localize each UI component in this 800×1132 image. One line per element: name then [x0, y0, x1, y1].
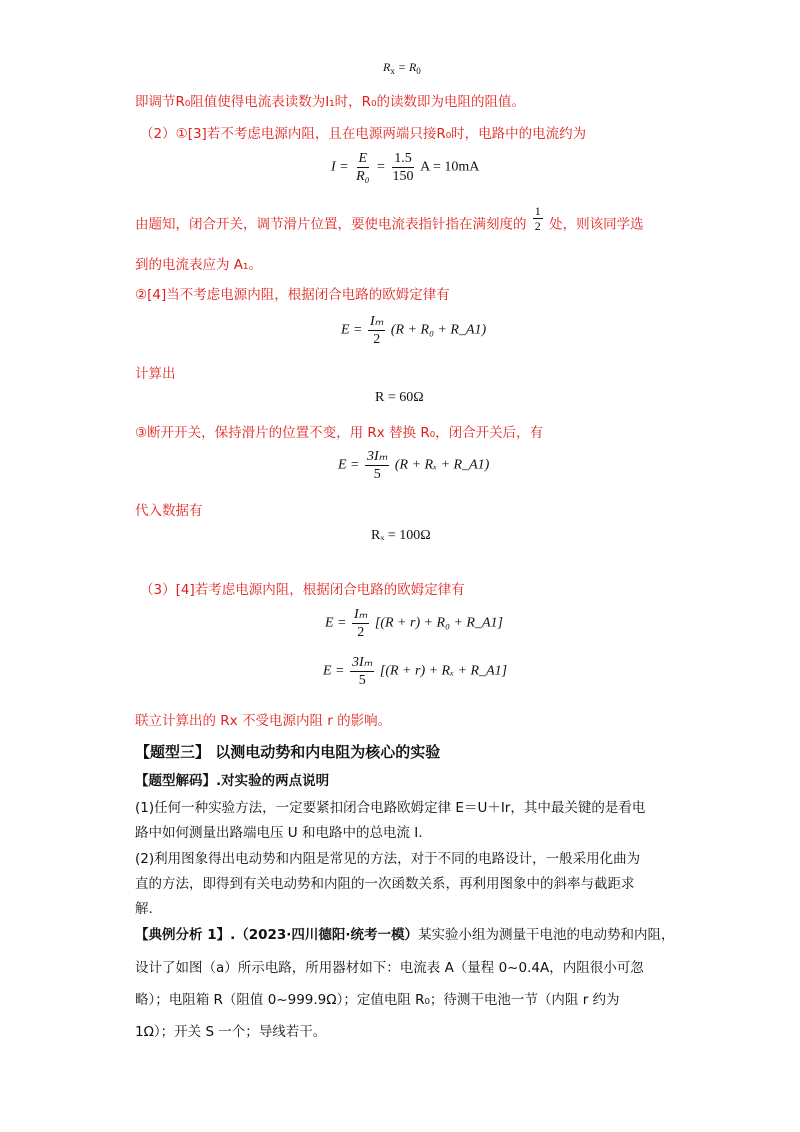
paragraph-9: （3）[4]若考虑电源内阻，根据闭合电路的欧姆定律有 [140, 582, 465, 598]
equation-e1: E = $\frac{\text{Iₘ}}{2}$ (R + R₀ + R_A1) [341, 314, 487, 347]
paragraph-10: 联立计算出的 Rx 不受电源内阻 r 的影响。 [135, 713, 392, 729]
fraction-3im-5: $\frac{\text{3Iₘ}}{5}$ [367, 449, 388, 482]
equation-rx-100: Rₓ = 100Ω [371, 528, 431, 543]
point-2-line-2: 直的方法，即得到有关电动势和内阻的一次函数关系，再利用图象中的斜率与截距求 [135, 876, 635, 892]
example-line-4: 1Ω）；开关 S 一个；导线若干。 [135, 1024, 327, 1040]
equation-r-60: R = 60Ω [375, 390, 424, 405]
equation-current: I = $\frac{E}{\text{R₀}}$ = $\frac{1.5}{150}$ A = 10mA [331, 151, 480, 184]
paragraph-4: 到的电流表应为 A₁。 [135, 257, 262, 273]
equation-e4: E = $\frac{\text{3Iₘ}}{5}$ [(R + r) + Rₓ + R_A1] [323, 655, 508, 688]
paragraph-8: 代入数据有 [135, 503, 203, 519]
paragraph-7: ③断开开关，保持滑片的位置不变，用 Rx 替换 R₀，闭合开关后，有 [135, 425, 544, 441]
point-1-line-1: (1)任何一种实验方法，一定要紧扣闭合电路欧姆定律 E＝U＋Ir，其中最关键的是看电 [135, 800, 646, 816]
paragraph-6: 计算出 [135, 366, 176, 382]
paragraph-1: 即调节R₀阻值使得电流表读数为I₁时，R₀的读数即为电阻的阻值。 [135, 94, 525, 110]
equation-rx-r0: $R_x = R_0$ [383, 60, 421, 76]
fraction-im-2-b: $\frac{\text{Iₘ}}{2}$ [354, 607, 368, 640]
point-2-line-3: 解. [135, 901, 153, 917]
paragraph-3: 由题知，闭合开关，调节滑片位置，要使电流表指针指在满刻度的 $\frac{1}{2}$ 处，则该同学选 [135, 204, 644, 233]
subsection-heading: 【题型解码】.对实验的两点说明 [135, 773, 330, 789]
paragraph-5: ②[4]当不考虑电源内阻，根据闭合电路的欧姆定律有 [135, 287, 450, 303]
fraction-1-5-150: $\frac{1.5}{150}$ [392, 151, 414, 184]
example-heading: 【典例分析 1】.（2023·四川德阳·统考一模） [135, 927, 419, 943]
point-2-line-1: (2)利用图象得出电动势和内阻是常见的方法，对于不同的电路设计，一般采用化曲为 [135, 851, 641, 867]
section-heading: 【题型三】 以测电动势和内电阻为核心的实验 [135, 743, 441, 761]
fraction-half: $\frac{1}{2}$ [534, 204, 541, 233]
equation-e2: E = $\frac{\text{3Iₘ}}{5}$ (R + Rₓ + R_A1) [338, 449, 490, 482]
fraction-3im-5-b: $\frac{\text{3Iₘ}}{5}$ [352, 655, 373, 688]
fraction-e-r0: $\frac{E}{\text{R₀}}$ [356, 151, 370, 184]
example-line-1: 【典例分析 1】.（2023·四川德阳·统考一模）某实验小组为测量干电池的电动势和内阻， [135, 927, 675, 943]
example-line-2: 设计了如图（a）所示电路，所用器材如下：电流表 A（量程 0~0.4A，内阻很小可忽 [135, 960, 644, 976]
example-line-3: 略）；电阻箱 R（阻值 0~999.9Ω）；定值电阻 R₀；待测干电池一节（内阻 r 约为 [135, 992, 620, 1008]
point-1-line-2: 路中如何测量出路端电压 U 和电路中的总电流 I. [135, 825, 423, 841]
paragraph-2: （2）①[3]若不考虑电源内阻，且在电源两端只接R₀时，电路中的电流约为 [140, 126, 587, 142]
fraction-im-2: $\frac{\text{Iₘ}}{2}$ [370, 314, 384, 347]
equation-e3: E = $\frac{\text{Iₘ}}{2}$ [(R + r) + R₀ + R_A1] [325, 607, 503, 640]
